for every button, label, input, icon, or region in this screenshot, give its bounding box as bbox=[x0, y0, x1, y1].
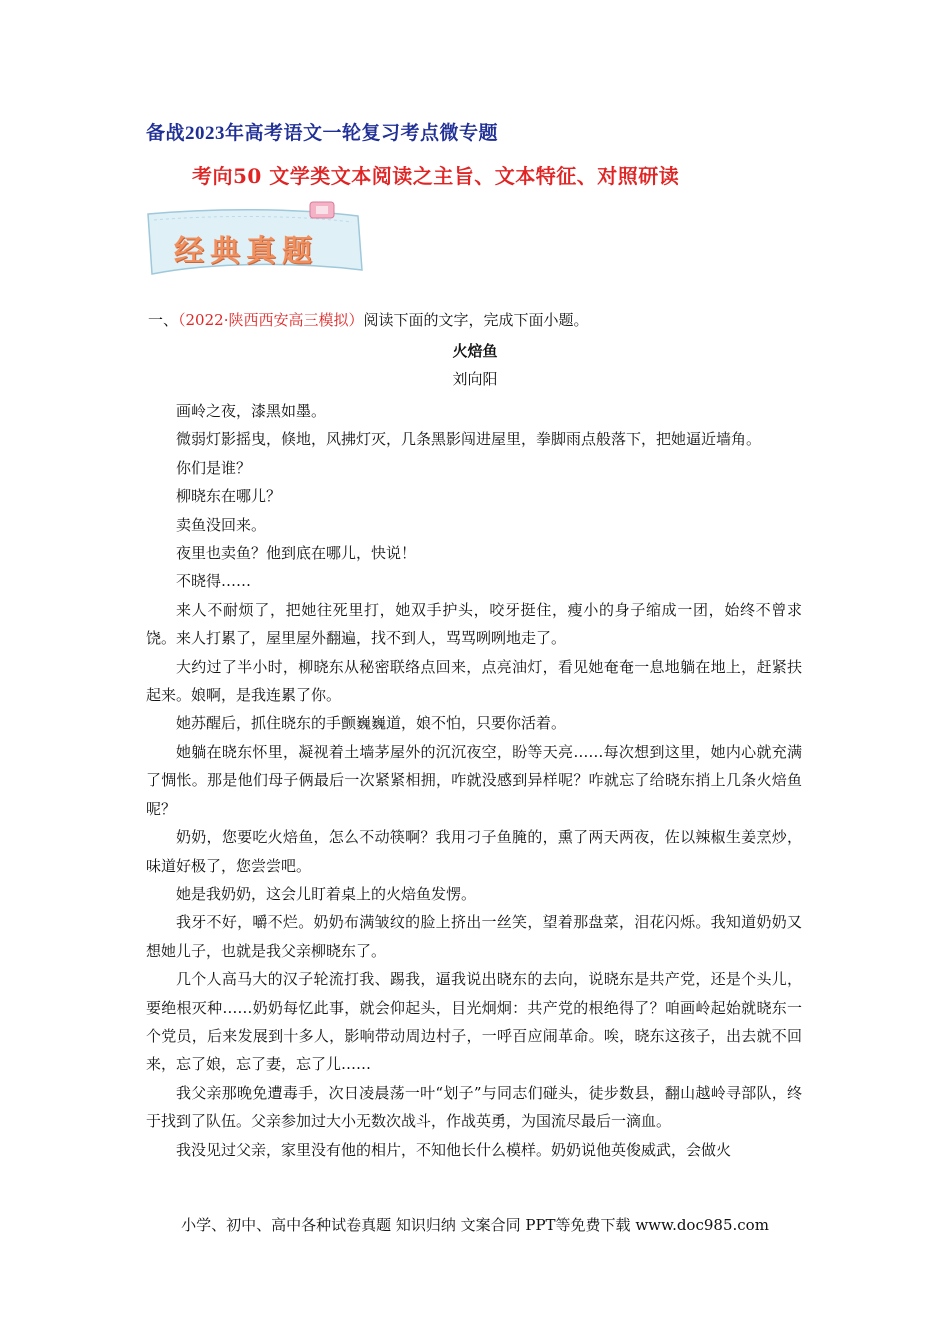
paragraph: 你们是谁？ bbox=[176, 458, 252, 477]
paragraph: 来人不耐烦了，把她往死里打，她双手护头，咬牙挺住，瘦小的身子缩成一团，始终不曾求饶。来人打累了，屋里屋外翻遍，找不到人，骂骂咧咧地走了。 bbox=[146, 600, 802, 648]
article-title: 火焙鱼 bbox=[452, 342, 498, 360]
paragraph: 画岭之夜，漆黑如墨。 bbox=[176, 402, 327, 420]
footer-text: 小学、初中、高中各种试卷真题 知识归纳 文案合同 PPT等免费下载 www.doc985.com bbox=[181, 1216, 769, 1234]
question-source: （2022·陕西西安高三模拟） bbox=[178, 311, 364, 329]
paragraph: 卖鱼没回来。 bbox=[176, 515, 267, 534]
paragraph: 她是我奶奶，这会儿盯着桌上的火焙鱼发愣。 bbox=[176, 884, 477, 903]
series-title: 备战2023年高考语文一轮复习考点微专题 bbox=[146, 123, 499, 144]
paragraph: 她躺在晓东怀里，凝视着土墙茅屋外的沉沉夜空，盼等天亮……每次想到这里，她内心就充满了惆怅。那是他们母子俩最后一次紧紧相拥，咋就没感到异样呢？咋就忘了给晓东捎上几条火焙鱼呢？ bbox=[146, 742, 802, 818]
article-author: 刘向阳 bbox=[452, 370, 498, 388]
question-number: 一、 bbox=[148, 311, 179, 329]
paragraph: 我没见过父亲，家里没有他的相片，不知他长什么模样。奶奶说他英俊威武，会做火 bbox=[176, 1140, 732, 1159]
topic-title: 考向50 文学类文本阅读之主旨、文本特征、对照研读 bbox=[192, 164, 680, 188]
paragraph: 大约过了半小时，柳晓东从秘密联络点回来，点亮油灯，看见她奄奄一息地躺在地上，赶紧扶起来。娘啊，是我连累了你。 bbox=[146, 657, 802, 705]
paragraph: 夜里也卖鱼？他到底在哪儿，快说！ bbox=[176, 544, 417, 563]
paragraph: 柳晓东在哪儿？ bbox=[176, 487, 282, 506]
paragraph: 她苏醒后，抓住晓东的手颤巍巍道，娘不怕，只要你活着。 bbox=[176, 714, 567, 733]
paragraph: 奶奶，您要吃火焙鱼，怎么不动筷啊？我用刁子鱼腌的，熏了两天两夜，佐以辣椒生姜烹炒，味道好极了，您尝尝吧。 bbox=[146, 828, 802, 875]
paragraph: 我父亲那晚免遭毒手，次日凌晨荡一叶“划子”与同志们碰头，徒步数县，翻山越岭寻部队，终于找到了队伍。父亲参加过大小无数次战斗，作战英勇，为国流尽最后一滴血。 bbox=[146, 1083, 802, 1131]
paragraph: 我牙不好，嚼不烂。奶奶布满皱纹的脸上挤出一丝笑，望着那盘菜，泪花闪烁。我知道奶奶又想她儿子，也就是我父亲柳晓东了。 bbox=[146, 913, 802, 960]
paragraph: 不晓得…… bbox=[176, 572, 252, 591]
question-instruction: 阅读下面的文字，完成下面小题。 bbox=[363, 311, 589, 329]
paragraph: 微弱灯影摇曳，倏地，风拂灯灭，几条黑影闯进屋里，拳脚雨点般落下，把她逼近墙角。 bbox=[176, 430, 762, 449]
question-line bbox=[148, 309, 588, 330]
article-body bbox=[146, 397, 802, 1164]
section-banner bbox=[144, 200, 366, 278]
banner-label: 经典真题 bbox=[174, 234, 318, 269]
paragraph: 几个人高马大的汉子轮流打我、踢我，逼我说出晓东的去向，说晓东是共产党，还是个头儿，要绝根灭种……奶奶每忆此事，就会仰起头，目光炯炯：共产党的根绝得了？咱画岭起始就晓东一个党员，后来发展到十多人，影响带动周边村子，一呼百应闹革命。唉，晓东这孩子，出去就不回来，忘了娘，忘了妻，忘了儿…… bbox=[146, 970, 802, 1074]
